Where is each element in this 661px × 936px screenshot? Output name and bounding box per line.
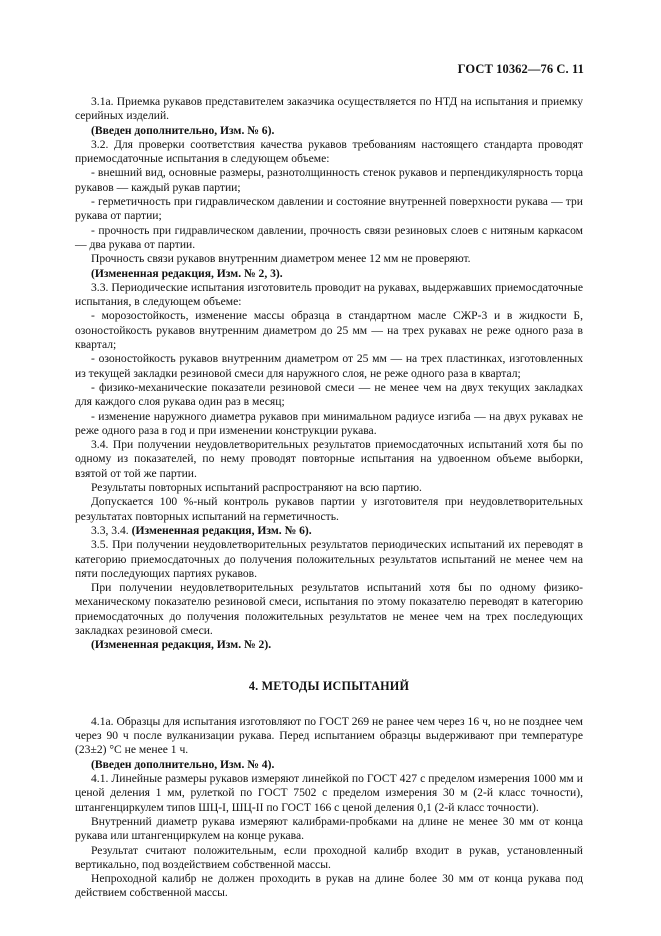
paragraph: 3.3. Периодические испытания изготовитель проводит на рукавах, выдержавших приемосдаточные испытания, в следующем объеме: — [75, 280, 583, 309]
document-body — [75, 95, 583, 901]
paragraph: Внутренний диаметр рукава измеряют калибрами-пробками на длине не менее 30 мм от конца рукава или штангенциркулем на конце рукава. — [75, 814, 583, 843]
paragraph: Непроходной калибр не должен проходить в рукав на длине более 30 мм от конца рукава под действием собственной массы. — [75, 872, 583, 900]
amendment-note — [75, 524, 583, 538]
list-item: - внешний вид, основные размеры, разнотолщинность стенок рукавов и перпендикулярность торца рукавов — каждый рукав партии; — [75, 166, 583, 194]
paragraph: 3.4. При получении неудовлетворительных результатов приемосдаточных испытаний хотя бы по одному из показателей, по нему проводят повторные испытания на удвоенном объеме выборки, взятой от той же партии. — [75, 438, 583, 480]
paragraph: Допускается 100 %-ный контроль рукавов партии у изготовителя при неудовлетворительных результатах повторных испытаний на герметичность. — [75, 495, 583, 523]
list-item: - озоностойкость рукавов внутренним диаметром от 25 мм — на трех пластинках, изготовленных из текущей закладки резиновой смеси для наружного слоя, не реже одного раза в квартал; — [75, 352, 583, 380]
paragraph: 3.1a. Приемка рукавов представителем заказчика осуществляется по НТД на испытания и приемку серийных изделий. — [75, 95, 583, 123]
paragraph: 3.5. При получении неудовлетворительных результатов периодических испытаний их переводят в категорию приемосдаточных до получения положительных результатов испытаний не менее чем на пяти последующих партиях рукавов. — [75, 538, 583, 580]
amendment-note: (Введен дополнительно, Изм. № 4). — [91, 757, 275, 771]
paragraph: При получении неудовлетворительных результатов испытаний хотя бы по одному физико-механическому показателю резиновой смеси, испытания по этому показателю переводят в категорию приемосдаточных до получения положительных результатов не менее чем на трех последующих закладках резиновой смеси. — [75, 581, 583, 637]
amendment-label: (Измененная редакция, Изм. № 6). — [131, 523, 312, 537]
section-3-text — [75, 95, 583, 653]
amendment-note: (Измененная редакция, Изм. № 2). — [91, 638, 272, 652]
amendment-clauses: 3.3, 3.4. — [91, 523, 132, 537]
list-item: - физико-механические показатели резиновой смеси — не менее чем на двух текущих закладках для каждого слоя рукава один раз в месяц; — [75, 380, 583, 409]
paragraph: 3.2. Для проверки соответствия качества рукавов требованиям настоящего стандарта проводят приемосдаточные испытания в следующем объеме: — [75, 137, 583, 166]
section-4-text — [75, 715, 583, 901]
paragraph: 4.1. Линейные размеры рукавов измеряют линейкой по ГОСТ 427 с пределом измерения 1000 мм и ценой деления 1 мм, рулеткой по ГОСТ 7502 с пределом измерения 30 м (2-й класс точности), штангенциркулем типов ШЦ-I, ШЦ-II по ГОСТ 166 с ценой деления 0,1 (2-й класс точности). — [75, 772, 583, 814]
list-item: - герметичность при гидравлическом давлении и состояние внутренней поверхности рукава — три рукава от партии; — [75, 195, 583, 223]
paragraph: Результаты повторных испытаний распространяют на всю партию. — [91, 481, 422, 495]
amendment-note: (Введен дополнительно, Изм. № 6). — [91, 123, 275, 137]
list-item: - прочность при гидравлическом давлении, прочность связи резиновых слоев с нитяным каркасом — два рукава от партии. — [75, 223, 583, 251]
paragraph: 4.1a. Образцы для испытания изготовляют по ГОСТ 269 не ранее чем через 16 ч, но не позднее чем через 90 ч после вулканизации рукава. Перед испытанием образцы выдерживают при температуре (23±2) °С не менее 1 ч. — [75, 714, 583, 757]
page-header: ГОСТ 10362—76 С. 11 — [457, 62, 584, 76]
section-title: 4. МЕТОДЫ ИСПЫТАНИЙ — [248, 678, 410, 693]
list-item: - морозостойкость, изменение массы образца в стандартном масле СЖР-3 и в жидкости Б, озоностойкость рукавов внутренним диаметром до 25 мм — на трех рукавах не реже одного раза в квартал; — [75, 309, 583, 352]
amendment-note: (Измененная редакция, Изм. № 2, 3). — [91, 266, 283, 280]
paragraph: Результат считают положительным, если проходной калибр входит в рукав, установленный вертикально, под воздействием собственной массы. — [75, 843, 583, 871]
paragraph: Прочность связи рукавов внутренним диаметром менее 12 мм не проверяют. — [91, 252, 471, 266]
list-item: - изменение наружного диаметра рукавов при минимальном радиусе изгиба — на двух рукавах не реже одного раза в год и при изменении конструкции рукава. — [75, 409, 583, 437]
